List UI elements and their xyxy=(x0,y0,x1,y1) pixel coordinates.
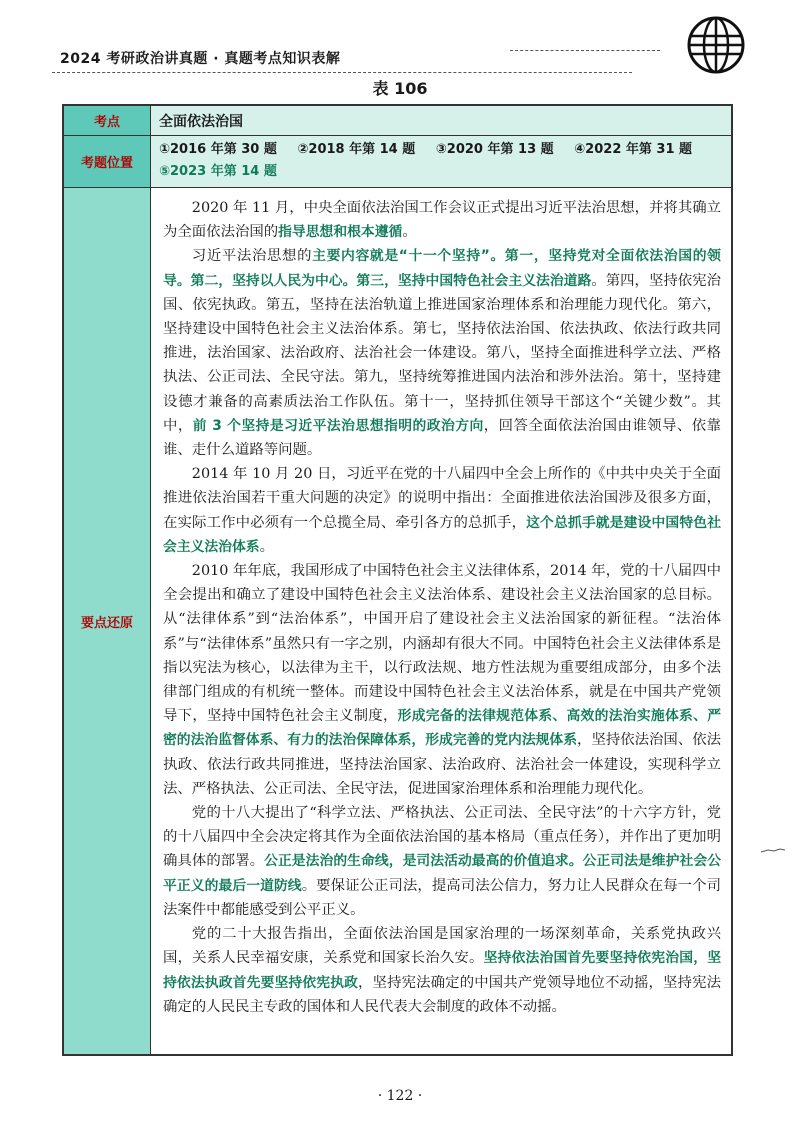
highlighted-text: 指导思想和根本遵循 xyxy=(278,224,403,241)
highlighted-text: 主要内容就是“十一个坚持”。第一，坚持党对全面依法治国的领导。第二，坚持以人民为中心。第三，坚持中国特色社会主义法治道路 xyxy=(163,248,721,289)
body-text: 2020 年 11 月，中央全面依法治国工作会议正式提出习近平法治思想，并将其确立为全面依法治国的 xyxy=(163,200,721,241)
body-text: 党的二十大报告指出，全面依法治国是国家治理的一场深刻革命，关系党执政兴国，关系人民幸福安康，关系党和国家长治久安。 xyxy=(163,926,721,967)
header-divider xyxy=(510,50,660,51)
globe-icon xyxy=(685,14,747,76)
key-point-paragraph xyxy=(163,559,721,801)
highlighted-text: 坚持依法治国首先要坚持依宪治国，坚持依法执政首先要坚持依宪执政 xyxy=(163,950,721,991)
highlighted-text: 前 3 个坚持是习近平法治思想指明的政治方向 xyxy=(192,417,484,434)
page-header xyxy=(40,14,740,72)
position-label: 考题位置 xyxy=(64,136,151,187)
body-text: 党的十八大提出了“科学立法、严格执法、公正司法、全民守法”的十六字方针，党的十八届四中全会决定将其作为全面依法治国的基本格局（重点任务），并作出了更加明确具体的部署。 xyxy=(163,805,721,870)
key-points-label: 要点还原 xyxy=(64,188,151,1054)
highlighted-text: 公正是法治的生命线，是司法活动最高的价值追求。公正司法是维护社会公平正义的最后一道防线 xyxy=(163,853,721,894)
topic-row xyxy=(64,106,731,136)
topic-value: 全面依法治国 xyxy=(151,106,731,135)
body-text: 习近平法治思想的 xyxy=(191,248,313,265)
key-point-paragraph xyxy=(163,244,721,462)
key-points-row xyxy=(64,188,731,1054)
highlighted-text: 形成完备的法律规范体系、高效的法治实施体系、严密的法治监督体系、有力的法治保障体系，形成完善的党内法规体系 xyxy=(163,708,721,749)
body-text: 2014 年 10 月 20 日，习近平在党的十八届四中全会上所作的《中共中央关于全面推进依法治国若干重大问题的决定》的说明中指出：全面推进依法治国涉及很多方面，在实际工作中必须有一个总揽全局、牵引各方的总抓手， xyxy=(163,466,721,531)
header-title: 2024 考研政治讲真题 · 真题考点知识表解 xyxy=(60,51,341,67)
key-point-paragraph xyxy=(163,922,721,1019)
body-text: 。 xyxy=(402,224,417,241)
header-rule xyxy=(52,72,632,73)
scribble-mark xyxy=(760,846,786,856)
question-position: ⑤2023 年第 14 题 xyxy=(159,164,277,179)
position-row xyxy=(64,136,731,188)
body-text: 2010 年年底，我国形成了中国特色社会主义法律体系，2014 年，党的十八届四中全会提出和确立了建设中国特色社会主义法治体系、建设社会主义法治国家的总目标。从“法律体系”到“法治体系”，中国开启了建设社会主义法治国家的新征程。“法治体系”与“法律体系”虽然只有一字之别，内涵却有很大不同。中国特色社会主义法律体系是指以宪法为核心，以法律为主干，以行政法规、地方性法规为重要组成部分，由多个法律部门组成的有机统一整体。而建设中国特色社会主义法治体系，就是在中国共产党领导下，坚持中国特色社会主义制度， xyxy=(163,563,721,725)
key-point-paragraph xyxy=(163,196,721,244)
key-points-body xyxy=(151,188,731,1054)
table-caption: 表 106 xyxy=(372,79,428,98)
question-position: ②2018 年第 14 题 xyxy=(297,142,416,157)
body-text: 。第四，坚持依宪治国、依宪执政。第五，坚持在法治轨道上推进国家治理体系和治理能力现代化。第六，坚持建设中国特色社会主义法治体系。第七，坚持依法治国、依法执政、依法行政共同推进，法治国家、法治政府、法治社会一体建设。第八，坚持全面推进科学立法、严格执法、公正司法、全民守法。第九，坚持统筹推进国内法治和涉外法治。第十，坚持建设德才兼备的高素质法治工作队伍。第十一，坚持抓住领导干部这个“关键少数”。其中， xyxy=(163,272,721,434)
question-position: ③2020 年第 13 题 xyxy=(435,142,554,157)
body-text: ，坚持宪法确定的中国共产党领导地位不动摇，坚持宪法确定的人民民主专政的国体和人民代表大会制度的政体不动摇。 xyxy=(163,974,721,1015)
body-text: 。要保证公正司法，提高司法公信力，努力让人民群众在每一个司法案件中都能感受到公平正义。 xyxy=(163,877,721,918)
knowledge-table xyxy=(62,104,733,1056)
body-text: ，坚持依法治国、依法执政、依法行政共同推进，坚持法治国家、法治政府、法治社会一体建设，实现科学立法、严格执法、公正司法、全民守法，促进国家治理体系和治理能力现代化。 xyxy=(163,732,721,797)
highlighted-text: 这个总抓手就是建设中国特色社会主义法治体系 xyxy=(163,514,721,555)
topic-label: 考点 xyxy=(64,106,151,135)
key-point-paragraph xyxy=(163,462,721,559)
question-position: ①2016 年第 30 题 xyxy=(159,142,277,157)
question-position: ④2022 年第 31 题 xyxy=(574,142,693,157)
body-text: ，回答全面依法治国由谁领导、依靠谁、走什么道路等问题。 xyxy=(163,417,721,459)
body-text: 。 xyxy=(259,538,274,555)
page-number: · 122 · xyxy=(377,1088,423,1104)
key-point-paragraph xyxy=(163,801,721,922)
position-value xyxy=(151,136,731,187)
